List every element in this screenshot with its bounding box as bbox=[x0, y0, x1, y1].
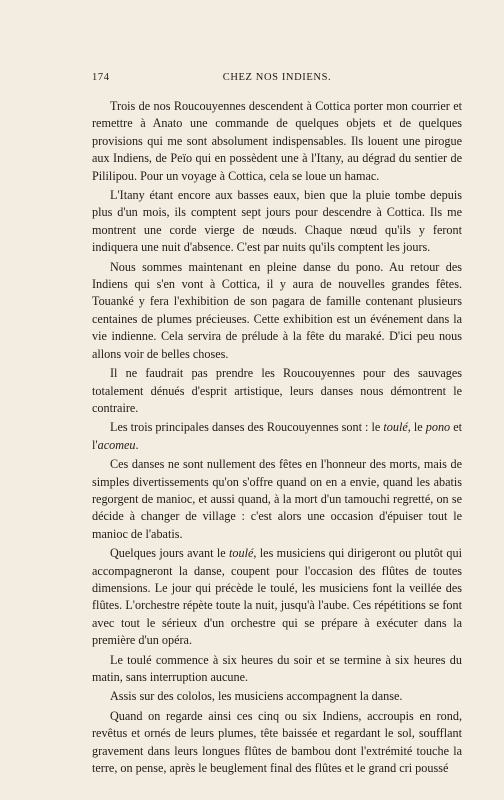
paragraph-courier: Trois de nos Roucouyennes descendent à Cottica porter mon courrier et remettre à Anato une commande de quelques objets et de quelques provisions qui me sont absolument indispensables. Ils louent une pirogue aux Indiens, de Peïo qui en possèdent une à l'Itany, au dégrad du sentier de Pililipou. Pour un voyage à Cottica, cela se loue un hamac. bbox=[92, 99, 462, 183]
paragraph-flutes: Quand on regarde ainsi ces cinq ou six Indiens, accroupis en rond, revêtus et ornés de leurs plumes, tête baissée et regardant le sol, soufflant gravement dans leurs longues flûtes de bambou dont l'extrémité touche la terre, on pense, après le beuglement final des flûtes et le grand cri poussé bbox=[92, 708, 462, 776]
paragraph-dances bbox=[92, 419, 462, 454]
page-number: 174 bbox=[92, 72, 110, 83]
dances-end: . bbox=[135, 437, 139, 452]
paragraph-pono: Nous sommes maintenant en pleine danse du pono. Au retour des Indiens qui s'en vont à Cottica, il y aura de nouvelles grandes fêtes. Touanké y fera l'exhibition de son pagara de famille contenant plusieurs centaines de plumes précieuses. Cette exhibition est un événement dans la vie indienne. Cela servira de prélude à la fête du maraké. D'ici peu nous allons voir de belles choses. bbox=[92, 259, 462, 361]
dances-sep2: et l' bbox=[92, 420, 463, 452]
page-header bbox=[92, 72, 462, 90]
paragraph-cololos: Assis sur des cololos, les musiciens accompagnent la danse. bbox=[110, 689, 403, 704]
dance-pono: pono bbox=[425, 420, 451, 435]
running-title: CHEZ NOS INDIENS. bbox=[222, 72, 332, 83]
dance-toule: toulé bbox=[383, 420, 408, 435]
few-days-rest: , les musiciens qui dirigeront ou plutôt qui accompagneront la danse, coupent pour l'occasion des flûtes de toutes dimensions. Le jour qui précède le toulé, les musiciens font la veillée des flûtes. L'orchestre répète toute la nuit, jusqu'à l'aube. Ces répétitions se font avec tout le sérieux d'un orchestre qui se prépare à exécuter dans la première d'un opéra. bbox=[92, 546, 462, 648]
page-body bbox=[92, 98, 462, 777]
paragraph-musicians bbox=[92, 545, 462, 649]
paragraph-itany: L'Itany étant encore aux basses eaux, bien que la pluie tombe depuis plus d'un mois, ils comptent sept jours pour descendre à Cottica. Ils me montrent une corde vierge de nœuds. Chaque nœud qu'ils y feront indiquera une nuit d'absence. C'est par nuits qu'ils comptent les jours. bbox=[92, 188, 462, 255]
paragraph-artistic: Il ne faudrait pas prendre les Roucouyennes pour des sauvages totalement dénués d'esprit artistique, leurs danses nous démontrent le contraire. bbox=[92, 366, 462, 415]
few-days-lead: Quelques jours avant le bbox=[110, 546, 229, 561]
paragraph-festivals: Ces danses ne sont nullement des fêtes en l'honneur des morts, mais de simples divertissements qu'on s'offre quand on en a envie, quand les abatis regorgent de manioc, et aussi quand, à la mort d'un tamouchi regretté, on se décide à changer de village : c'est alors une occasion d'épuiser tout le manioc de l'abatis. bbox=[92, 457, 462, 541]
dances-lead: Les trois principales danses des Roucouyennes sont : le bbox=[110, 420, 384, 435]
few-days-dance: toulé bbox=[229, 546, 254, 561]
dances-sep1: , le bbox=[407, 420, 426, 435]
dance-acomeu: acomeu bbox=[97, 437, 136, 452]
paragraph-duration: Le toulé commence à six heures du soir et se termine à six heures du matin, sans interruption aucune. bbox=[92, 652, 462, 684]
